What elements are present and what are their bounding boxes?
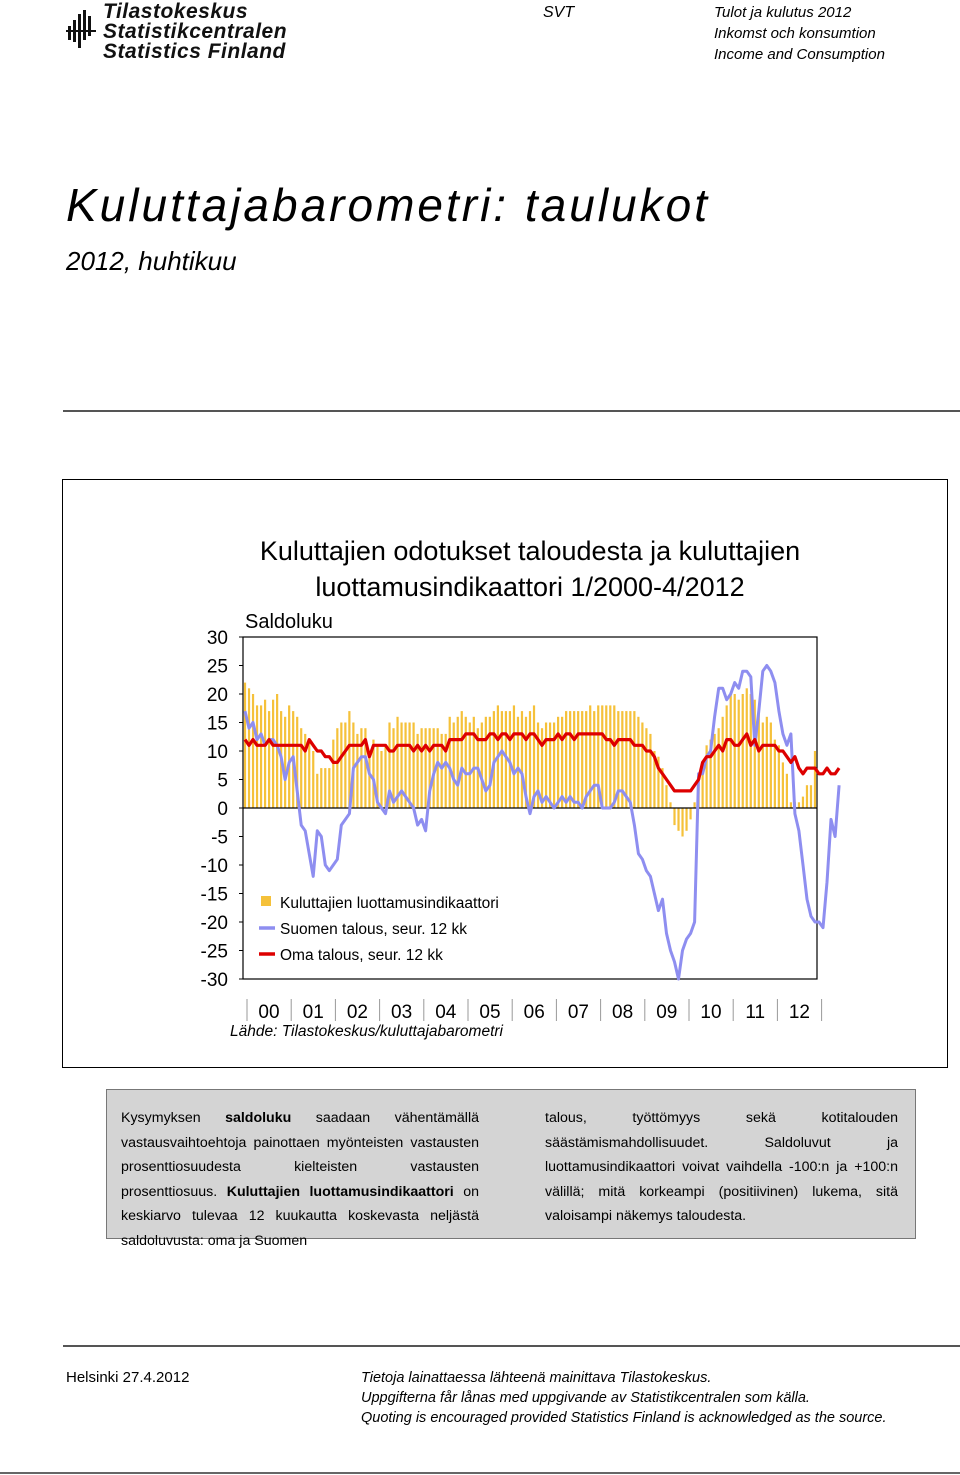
bar-confidence-indicator: [332, 740, 334, 808]
page-title: Kuluttajabarometri: taulukot: [66, 179, 710, 231]
bar-confidence-indicator: [517, 717, 519, 808]
info-text-right: talous, työttömyys sekä kotitalouden säästämismahdollisuudet. Saldoluvut ja luottamusindikaattori voivat vaihdella -100:n ja +100:n välillä; mitä korkeampi (positiivinen) lukema, sitä valoisampi näkemys taloudesta.: [545, 1110, 898, 1224]
bar-confidence-indicator: [501, 711, 503, 808]
y-tick-label: 0: [217, 799, 228, 820]
bar-confidence-indicator: [481, 723, 483, 809]
bar-confidence-indicator: [693, 802, 695, 808]
legend-label: Oma talous, seur. 12 kk: [280, 947, 443, 964]
info-bold-term: saldoluku: [225, 1110, 292, 1126]
bar-confidence-indicator: [412, 723, 414, 809]
chart-frame: [62, 479, 948, 1068]
bar-confidence-indicator: [669, 802, 671, 808]
bar-confidence-indicator: [425, 728, 427, 808]
bar-confidence-indicator: [264, 700, 266, 808]
legend-swatch-bar: [261, 896, 271, 906]
bar-confidence-indicator: [288, 705, 290, 808]
bar-confidence-indicator: [633, 711, 635, 808]
bar-confidence-indicator: [814, 751, 816, 808]
footer-note-sv: Uppgifterna får lånas med uppgivande av Statistikcentralen som källa.: [361, 1390, 810, 1406]
bar-confidence-indicator: [565, 711, 567, 808]
x-tick-label: 09: [656, 1002, 678, 1023]
y-tick-label: 15: [206, 713, 228, 735]
logo-text-sv: Statistikcentralen: [103, 20, 288, 43]
bar-confidence-indicator: [449, 717, 451, 808]
bar-confidence-indicator: [561, 717, 563, 808]
bar-confidence-indicator: [308, 740, 310, 808]
bar-confidence-indicator: [557, 717, 559, 808]
x-tick-label: 00: [258, 1002, 280, 1023]
footer-note-fi: Tietoja lainattaessa lähteenä mainittava Tilastokeskus.: [361, 1370, 712, 1386]
bar-confidence-indicator: [605, 705, 607, 808]
footer-date: Helsinki 27.4.2012: [66, 1369, 190, 1386]
bar-confidence-indicator: [453, 723, 455, 809]
bar-confidence-indicator: [384, 745, 386, 808]
bar-confidence-indicator: [408, 723, 410, 809]
bar-confidence-indicator: [641, 723, 643, 809]
footer-note-en: Quoting is encouraged provided Statistics Finland is acknowledged as the source.: [361, 1410, 887, 1426]
bar-confidence-indicator: [718, 728, 720, 808]
bar-confidence-indicator: [738, 700, 740, 808]
bar-confidence-indicator: [601, 705, 603, 808]
bar-confidence-indicator: [782, 762, 784, 808]
bar-confidence-indicator: [268, 711, 270, 808]
info-text-run: Kysymyksen: [121, 1110, 226, 1126]
bar-confidence-indicator: [312, 751, 314, 808]
bar-confidence-indicator: [774, 740, 776, 808]
bar-confidence-indicator: [746, 688, 748, 808]
title-divider: [63, 410, 960, 412]
bar-confidence-indicator: [726, 705, 728, 808]
x-tick-label: 01: [302, 1002, 324, 1023]
bar-confidence-indicator: [320, 768, 322, 808]
bar-confidence-indicator: [770, 723, 772, 809]
legend-label: Suomen talous, seur. 12 kk: [280, 921, 467, 938]
bar-confidence-indicator: [252, 694, 254, 808]
chart-title-line: Kuluttajien odotukset taloudesta ja kuluttajien: [259, 536, 801, 566]
bar-confidence-indicator: [649, 734, 651, 808]
bar-confidence-indicator: [730, 694, 732, 808]
bar-confidence-indicator: [521, 711, 523, 808]
chart-title-line: luottamusindikaattori 1/2000-4/2012: [315, 572, 745, 602]
bar-confidence-indicator: [762, 723, 764, 809]
bar-confidence-indicator: [806, 785, 808, 808]
x-tick-label: 12: [788, 1002, 810, 1023]
legend-label: Kuluttajien luottamusindikaattori: [280, 895, 499, 912]
bar-confidence-indicator: [489, 717, 491, 808]
bar-confidence-indicator: [722, 717, 724, 808]
info-text-left: [121, 1106, 479, 1253]
bar-confidence-indicator: [573, 711, 575, 808]
bar-confidence-indicator: [673, 808, 675, 825]
bar-confidence-indicator: [360, 728, 362, 808]
bar-confidence-indicator: [665, 785, 667, 808]
y-tick-label: -30: [200, 970, 228, 991]
topic-fi: Tulot ja kulutus 2012: [714, 4, 852, 21]
y-tick-label: -5: [211, 827, 228, 849]
bottom-divider: [0, 1472, 960, 1474]
x-tick-label: 11: [745, 1002, 766, 1023]
bar-confidence-indicator: [734, 694, 736, 808]
bar-confidence-indicator: [790, 802, 792, 808]
bar-confidence-indicator: [581, 711, 583, 808]
y-tick-label: 10: [206, 742, 228, 763]
bar-confidence-indicator: [328, 768, 330, 808]
y-tick-label: 5: [217, 770, 228, 792]
x-tick-label: 05: [479, 1002, 501, 1023]
bar-confidence-indicator: [457, 717, 459, 808]
bar-confidence-indicator: [569, 711, 571, 808]
info-bold-term: Kuluttajien luottamusindikaattori: [226, 1183, 454, 1200]
bar-confidence-indicator: [344, 723, 346, 809]
chart-source: Lähde: Tilastokeskus/kuluttajabarometri: [230, 1023, 503, 1040]
footer-divider: [63, 1345, 960, 1347]
bar-confidence-indicator: [368, 751, 370, 808]
y-tick-label: 30: [206, 628, 228, 649]
bar-confidence-indicator: [485, 717, 487, 808]
x-tick-label: 06: [523, 1002, 545, 1023]
x-tick-label: 02: [346, 1002, 368, 1023]
bar-confidence-indicator: [593, 711, 595, 808]
bar-confidence-indicator: [613, 705, 615, 808]
bar-confidence-indicator: [380, 751, 382, 808]
bar-confidence-indicator: [513, 705, 515, 808]
bar-confidence-indicator: [677, 808, 679, 831]
bar-confidence-indicator: [742, 694, 744, 808]
bar-confidence-indicator: [316, 774, 318, 808]
bar-confidence-indicator: [324, 768, 326, 808]
statistics-finland-logo-icon: [66, 10, 96, 50]
page-subtitle: 2012, huhtikuu: [66, 246, 237, 276]
bar-confidence-indicator: [685, 808, 687, 831]
y-tick-label: 20: [206, 685, 228, 706]
bar-confidence-indicator: [798, 802, 800, 808]
x-tick-label: 10: [700, 1002, 722, 1023]
bar-confidence-indicator: [473, 717, 475, 808]
bar-confidence-indicator: [629, 711, 631, 808]
bar-confidence-indicator: [778, 745, 780, 808]
x-tick-label: 03: [391, 1002, 413, 1023]
series-code: SVT: [543, 4, 575, 21]
bar-confidence-indicator: [300, 728, 302, 808]
bar-confidence-indicator: [553, 723, 555, 809]
topic-sv: Inkomst och konsumtion: [714, 25, 876, 42]
bar-confidence-indicator: [786, 774, 788, 808]
bar-confidence-indicator: [681, 808, 683, 837]
bar-confidence-indicator: [465, 717, 467, 808]
bar-confidence-indicator: [645, 728, 647, 808]
x-tick-label: 07: [567, 1002, 589, 1023]
bar-confidence-indicator: [766, 717, 768, 808]
bar-confidence-indicator: [714, 734, 716, 808]
info-text-run: on keskiarvo tulevaa 12 kuukautta koskevasta neljästä saldoluvusta: oma ja Suomen: [121, 1183, 479, 1249]
logo-text-en: Statistics Finland: [103, 40, 286, 63]
bar-confidence-indicator: [637, 717, 639, 808]
bar-confidence-indicator: [400, 723, 402, 809]
bar-confidence-indicator: [609, 705, 611, 808]
x-tick-label: 08: [612, 1002, 634, 1023]
logo-text-fi: Tilastokeskus: [103, 0, 249, 23]
bar-confidence-indicator: [336, 728, 338, 808]
topic-en: Income and Consumption: [714, 46, 885, 63]
bar-confidence-indicator: [529, 711, 531, 808]
y-tick-label: -10: [200, 856, 228, 877]
bar-confidence-indicator: [689, 808, 691, 819]
bar-confidence-indicator: [260, 705, 262, 808]
bar-confidence-indicator: [577, 711, 579, 808]
y-axis-label: Saldoluku: [245, 611, 333, 633]
y-tick-label: 25: [206, 656, 228, 678]
bar-confidence-indicator: [533, 705, 535, 808]
bar-confidence-indicator: [810, 785, 812, 808]
chart: [63, 480, 949, 1069]
x-tick-label: 04: [435, 1002, 457, 1023]
bar-confidence-indicator: [549, 723, 551, 809]
y-tick-label: -25: [200, 941, 228, 963]
y-tick-label: -20: [200, 913, 228, 934]
bar-confidence-indicator: [461, 711, 463, 808]
bar-confidence-indicator: [284, 717, 286, 808]
bar-confidence-indicator: [256, 705, 258, 808]
bar-confidence-indicator: [802, 797, 804, 808]
bar-confidence-indicator: [272, 700, 274, 808]
bar-confidence-indicator: [421, 728, 423, 808]
bar-confidence-indicator: [340, 723, 342, 809]
bar-confidence-indicator: [248, 688, 250, 808]
bar-confidence-indicator: [244, 683, 246, 808]
y-tick-label: -15: [200, 884, 228, 906]
info-text-run: saadaan vähentämällä vastausvaihtoehtoja painottaen myönteisten vastausten prosenttiosuudesta kielteisten vastausten prosenttiosuus.: [121, 1110, 479, 1200]
